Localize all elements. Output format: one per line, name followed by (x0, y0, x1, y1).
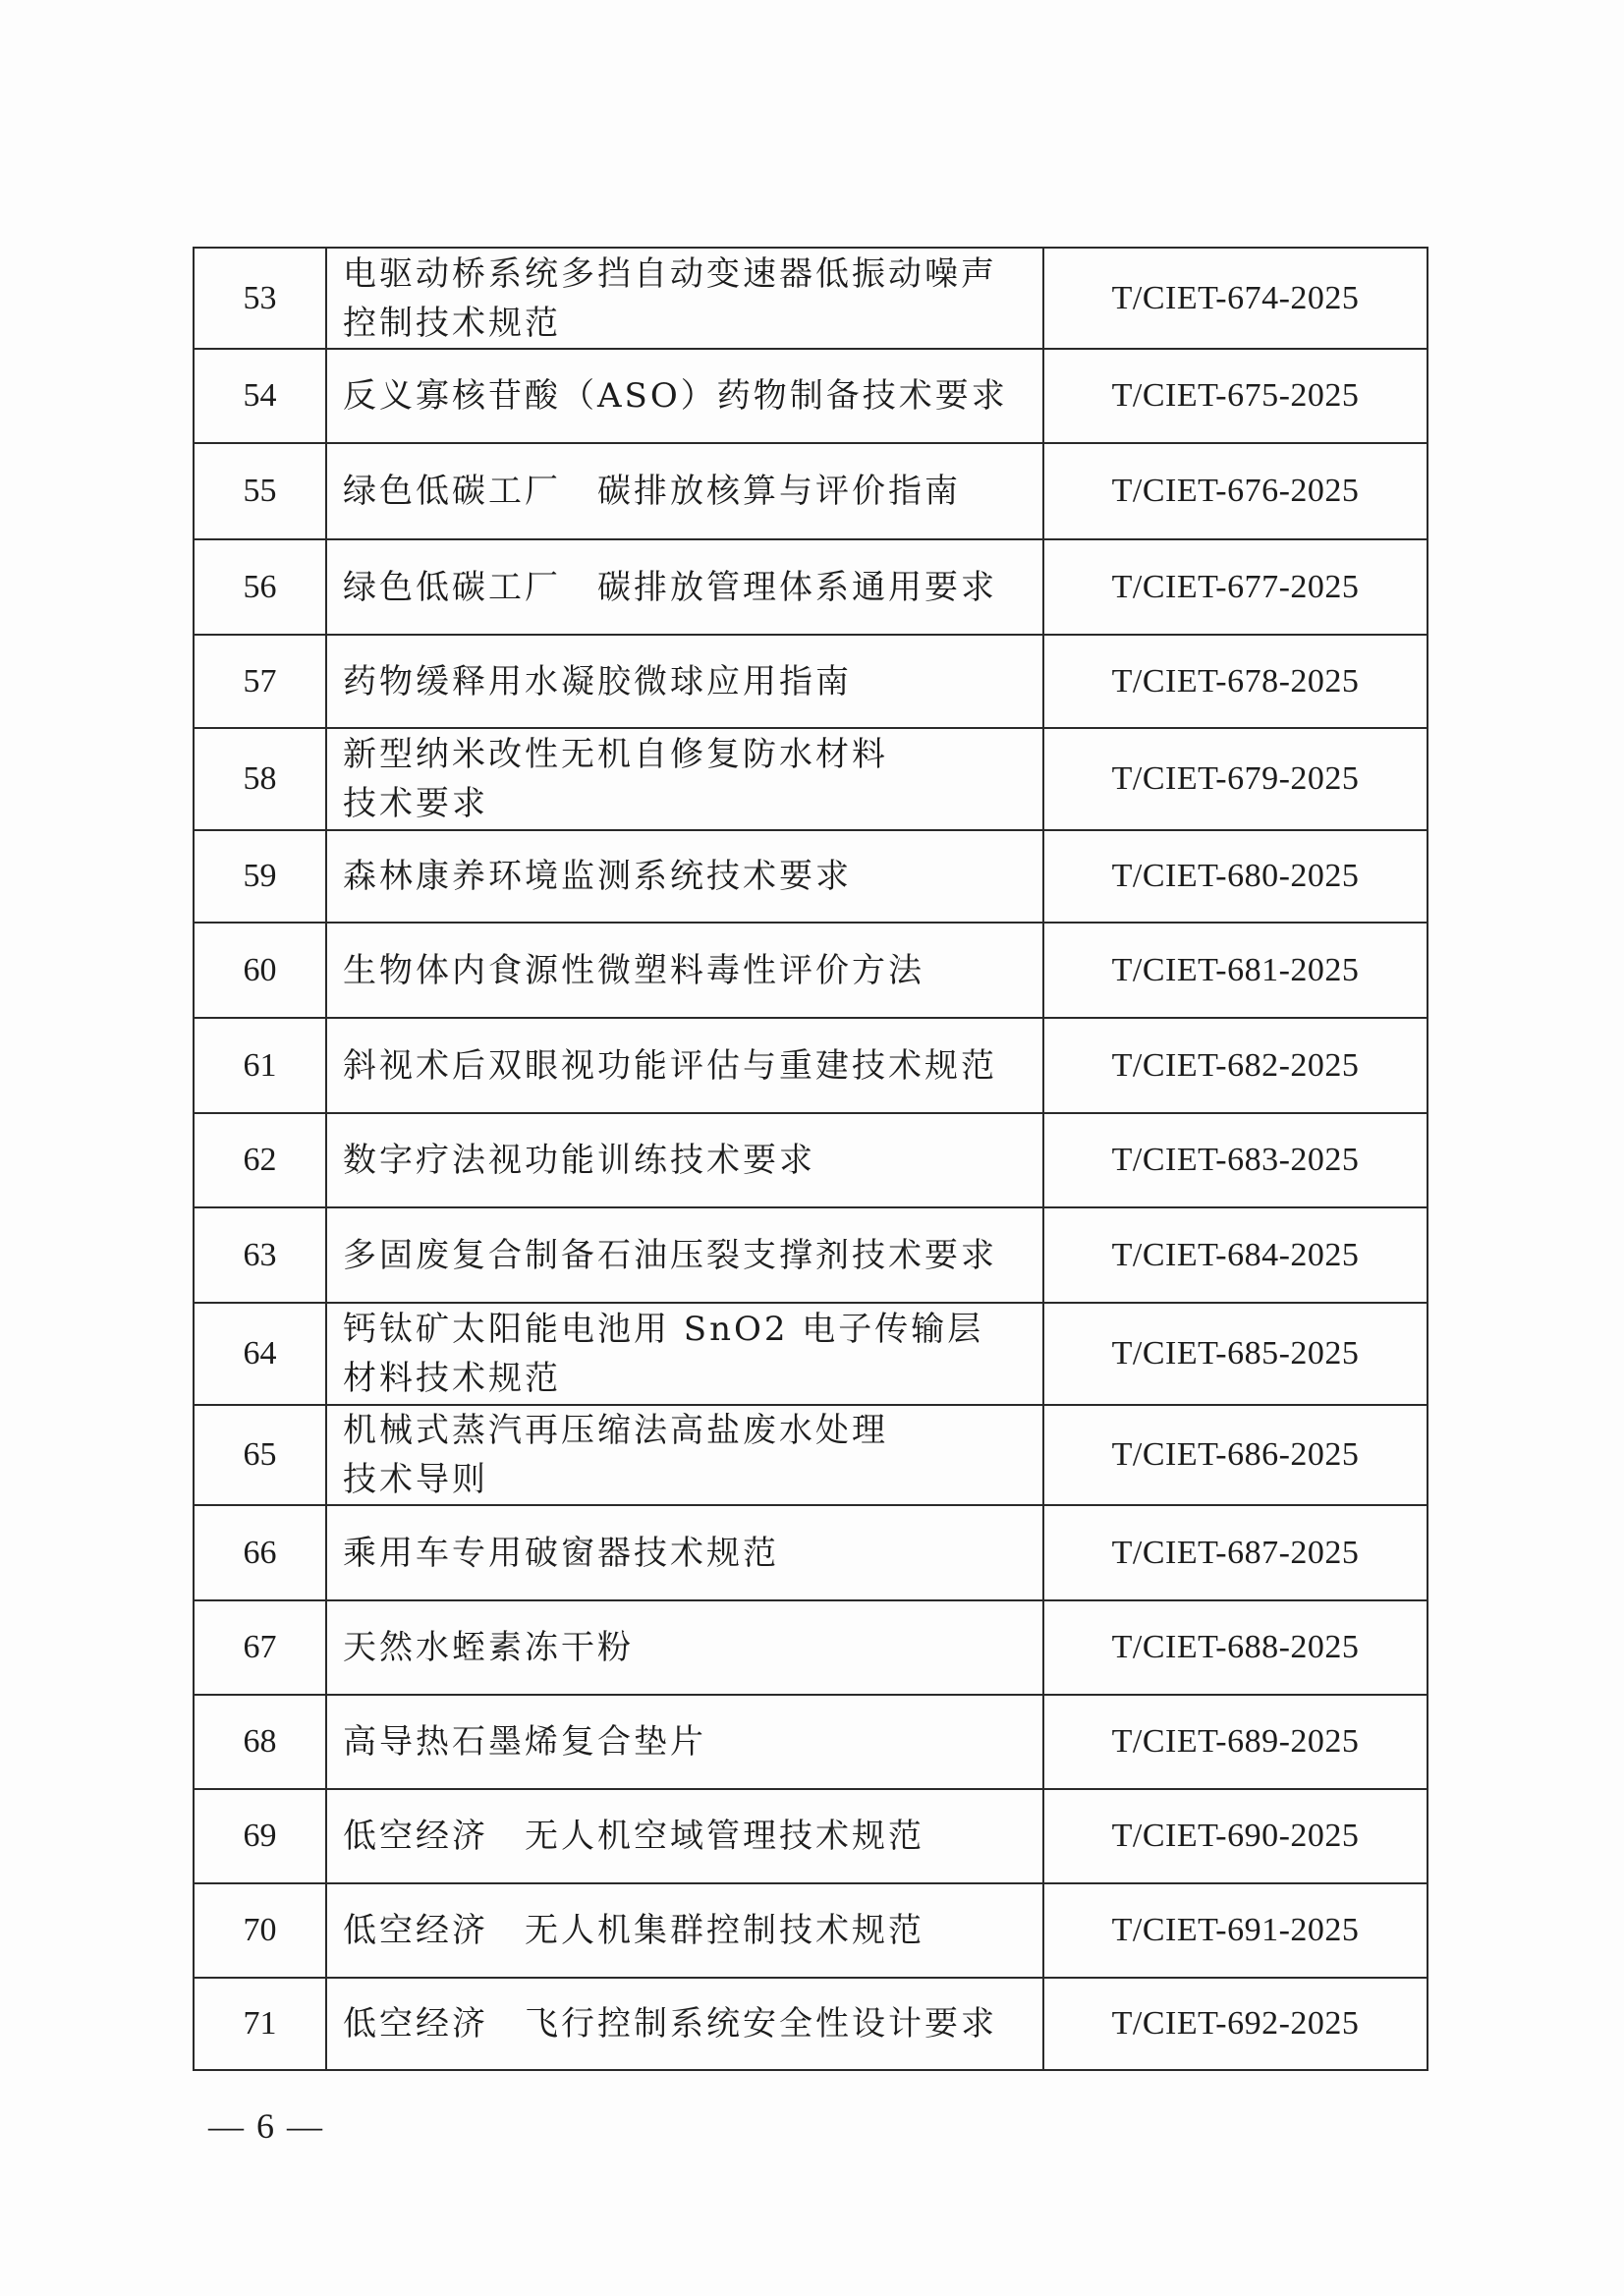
row-number: 62 (194, 1113, 326, 1207)
table-row (194, 830, 1428, 923)
standard-name (326, 830, 1043, 923)
row-number: 60 (194, 923, 326, 1018)
row-number: 68 (194, 1695, 326, 1789)
row-number: 61 (194, 1018, 326, 1113)
table-row (194, 1303, 1428, 1405)
standard-name (326, 1018, 1043, 1113)
standard-name (326, 1303, 1043, 1405)
standard-code: T/CIET-676-2025 (1043, 443, 1428, 539)
standard-name-line: 天然水蛭素冻干粉 (343, 1628, 634, 1667)
row-number: 55 (194, 443, 326, 539)
standard-name-line: 森林康养环境监测系统技术要求 (343, 857, 852, 896)
standard-name-line: 高导热石墨烯复合垫片 (343, 1722, 706, 1762)
standard-code: T/CIET-674-2025 (1043, 248, 1428, 349)
standard-code: T/CIET-681-2025 (1043, 923, 1428, 1018)
table-row (194, 728, 1428, 830)
row-number: 53 (194, 248, 326, 349)
standard-name-line: 生物体内食源性微塑料毒性评价方法 (343, 950, 924, 990)
table-row (194, 349, 1428, 443)
row-number: 63 (194, 1207, 326, 1303)
standard-code: T/CIET-683-2025 (1043, 1113, 1428, 1207)
row-number: 66 (194, 1505, 326, 1600)
standard-code: T/CIET-680-2025 (1043, 830, 1428, 923)
table-row (194, 1978, 1428, 2070)
table-row (194, 635, 1428, 728)
table-row (194, 1018, 1428, 1113)
standards-table-body (194, 248, 1428, 2070)
standard-name (326, 1600, 1043, 1695)
standard-name-line: 斜视术后双眼视功能评估与重建技术规范 (343, 1045, 997, 1086)
standard-name (326, 728, 1043, 830)
table-row (194, 923, 1428, 1018)
page-number: — 6 — (208, 2106, 324, 2146)
standard-name (326, 1505, 1043, 1600)
standard-name-line: 低空经济 无人机空域管理技术规范 (343, 1817, 924, 1856)
table-row (194, 1600, 1428, 1695)
standard-code: T/CIET-692-2025 (1043, 1978, 1428, 2070)
table-row (194, 1207, 1428, 1303)
standard-name (326, 443, 1043, 539)
standard-name-line: 机械式蒸汽再压缩法高盐废水处理 (343, 1411, 888, 1450)
standard-name-line: 新型纳米改性无机自修复防水材料 (343, 735, 888, 774)
standard-code: T/CIET-691-2025 (1043, 1883, 1428, 1978)
standard-name-line: 乘用车专用破窗器技术规范 (343, 1533, 779, 1573)
standard-name (326, 1207, 1043, 1303)
standard-name (326, 349, 1043, 443)
standard-code: T/CIET-678-2025 (1043, 635, 1428, 728)
standard-code: T/CIET-677-2025 (1043, 539, 1428, 635)
standard-name-line: 钙钛矿太阳能电池用 SnO2 电子传输层 (343, 1310, 984, 1349)
standard-name (326, 1113, 1043, 1207)
row-number: 59 (194, 830, 326, 923)
row-number: 70 (194, 1883, 326, 1978)
standard-name (326, 1789, 1043, 1883)
standard-code: T/CIET-689-2025 (1043, 1695, 1428, 1789)
table-row (194, 443, 1428, 539)
standard-name-line: 控制技术规范 (343, 303, 561, 343)
standard-name-line: 多固废复合制备石油压裂支撑剂技术要求 (343, 1235, 997, 1275)
standard-code: T/CIET-675-2025 (1043, 349, 1428, 443)
table-row (194, 1695, 1428, 1789)
row-number: 58 (194, 728, 326, 830)
standard-name-line: 技术要求 (343, 784, 488, 823)
table-row (194, 1789, 1428, 1883)
standard-code: T/CIET-687-2025 (1043, 1505, 1428, 1600)
standard-name (326, 248, 1043, 349)
table-row (194, 1883, 1428, 1978)
standards-table (193, 247, 1428, 2071)
standard-name-line: 数字疗法视功能训练技术要求 (343, 1141, 815, 1180)
standard-name (326, 635, 1043, 728)
table-row (194, 1405, 1428, 1505)
standard-code: T/CIET-685-2025 (1043, 1303, 1428, 1405)
standard-name-line: 绿色低碳工厂 碳排放管理体系通用要求 (343, 567, 997, 607)
standard-name-line: 低空经济 飞行控制系统安全性设计要求 (343, 2004, 997, 2044)
standard-name (326, 1883, 1043, 1978)
table-row (194, 1505, 1428, 1600)
standard-name-line: 技术导则 (343, 1460, 488, 1499)
standard-code: T/CIET-690-2025 (1043, 1789, 1428, 1883)
standard-name-line: 低空经济 无人机集群控制技术规范 (343, 1911, 924, 1950)
standard-code: T/CIET-679-2025 (1043, 728, 1428, 830)
row-number: 54 (194, 349, 326, 443)
standard-name (326, 1695, 1043, 1789)
row-number: 56 (194, 539, 326, 635)
row-number: 65 (194, 1405, 326, 1505)
row-number: 64 (194, 1303, 326, 1405)
standard-code: T/CIET-686-2025 (1043, 1405, 1428, 1505)
row-number: 67 (194, 1600, 326, 1695)
standard-name-line: 绿色低碳工厂 碳排放核算与评价指南 (343, 472, 961, 511)
row-number: 57 (194, 635, 326, 728)
standard-name-line: 药物缓释用水凝胶微球应用指南 (343, 661, 852, 701)
standard-code: T/CIET-684-2025 (1043, 1207, 1428, 1303)
standard-name-line: 材料技术规范 (343, 1359, 561, 1398)
standard-code: T/CIET-688-2025 (1043, 1600, 1428, 1695)
standard-name (326, 539, 1043, 635)
standard-name (326, 923, 1043, 1018)
standard-name (326, 1978, 1043, 2070)
row-number: 71 (194, 1978, 326, 2070)
table-row (194, 539, 1428, 635)
standard-name (326, 1405, 1043, 1505)
standard-name-line: 电驱动桥系统多挡自动变速器低振动噪声 (343, 253, 997, 294)
table-row (194, 248, 1428, 349)
row-number: 69 (194, 1789, 326, 1883)
table-row (194, 1113, 1428, 1207)
standard-code: T/CIET-682-2025 (1043, 1018, 1428, 1113)
standard-name-line: 反义寡核苷酸（ASO）药物制备技术要求 (343, 376, 1008, 416)
